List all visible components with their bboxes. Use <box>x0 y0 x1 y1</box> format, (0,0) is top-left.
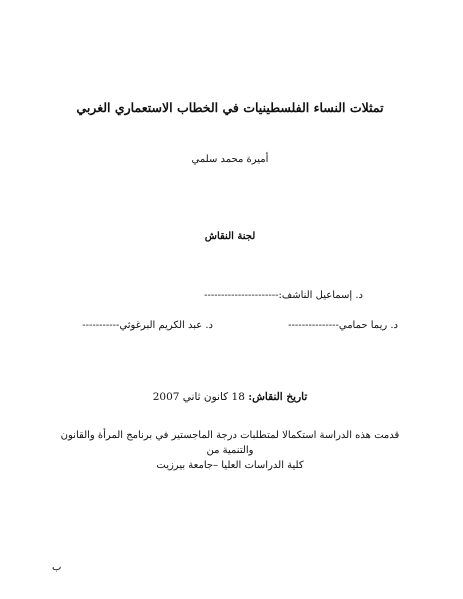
committee-member-1-name: د. إسماعيل الناشف: <box>278 290 363 301</box>
submission-statement <box>60 428 400 473</box>
defense-date-label: تاريخ النقاش: <box>248 391 308 403</box>
committee-member-2 <box>288 320 398 331</box>
defense-date <box>100 391 360 403</box>
thesis-title: تمثلات النساء الفلسطينيات في الخطاب الاستعماري الغربي <box>76 100 384 115</box>
author-name: أميرة محمد سلمي <box>191 154 269 165</box>
submission-statement-line-2: كلية الدراسات العليا –جامعة بيرزيت <box>156 460 304 471</box>
signature-line-2: --------------- <box>288 320 339 331</box>
committee-member-3 <box>82 320 213 331</box>
signature-line-3: ----------- <box>82 320 120 331</box>
committee-heading: لجنة النقاش <box>204 231 256 242</box>
page-number: ب <box>52 562 62 573</box>
committee-member-2-name: د. ريما حمامي <box>338 320 398 331</box>
defense-date-value: 18 كانون ثاني 2007 <box>152 391 249 403</box>
signature-line-1: ---------------------- <box>204 290 279 301</box>
submission-statement-line-1: قدمت هذه الدراسة استكمالا لمتطلبات درجة الماجستير في برنامج المرأة والقانون والتنمية من <box>60 430 400 456</box>
committee-member-3-name: د. عبد الكريم البرغوثي <box>119 320 213 331</box>
committee-member-1 <box>204 290 363 301</box>
